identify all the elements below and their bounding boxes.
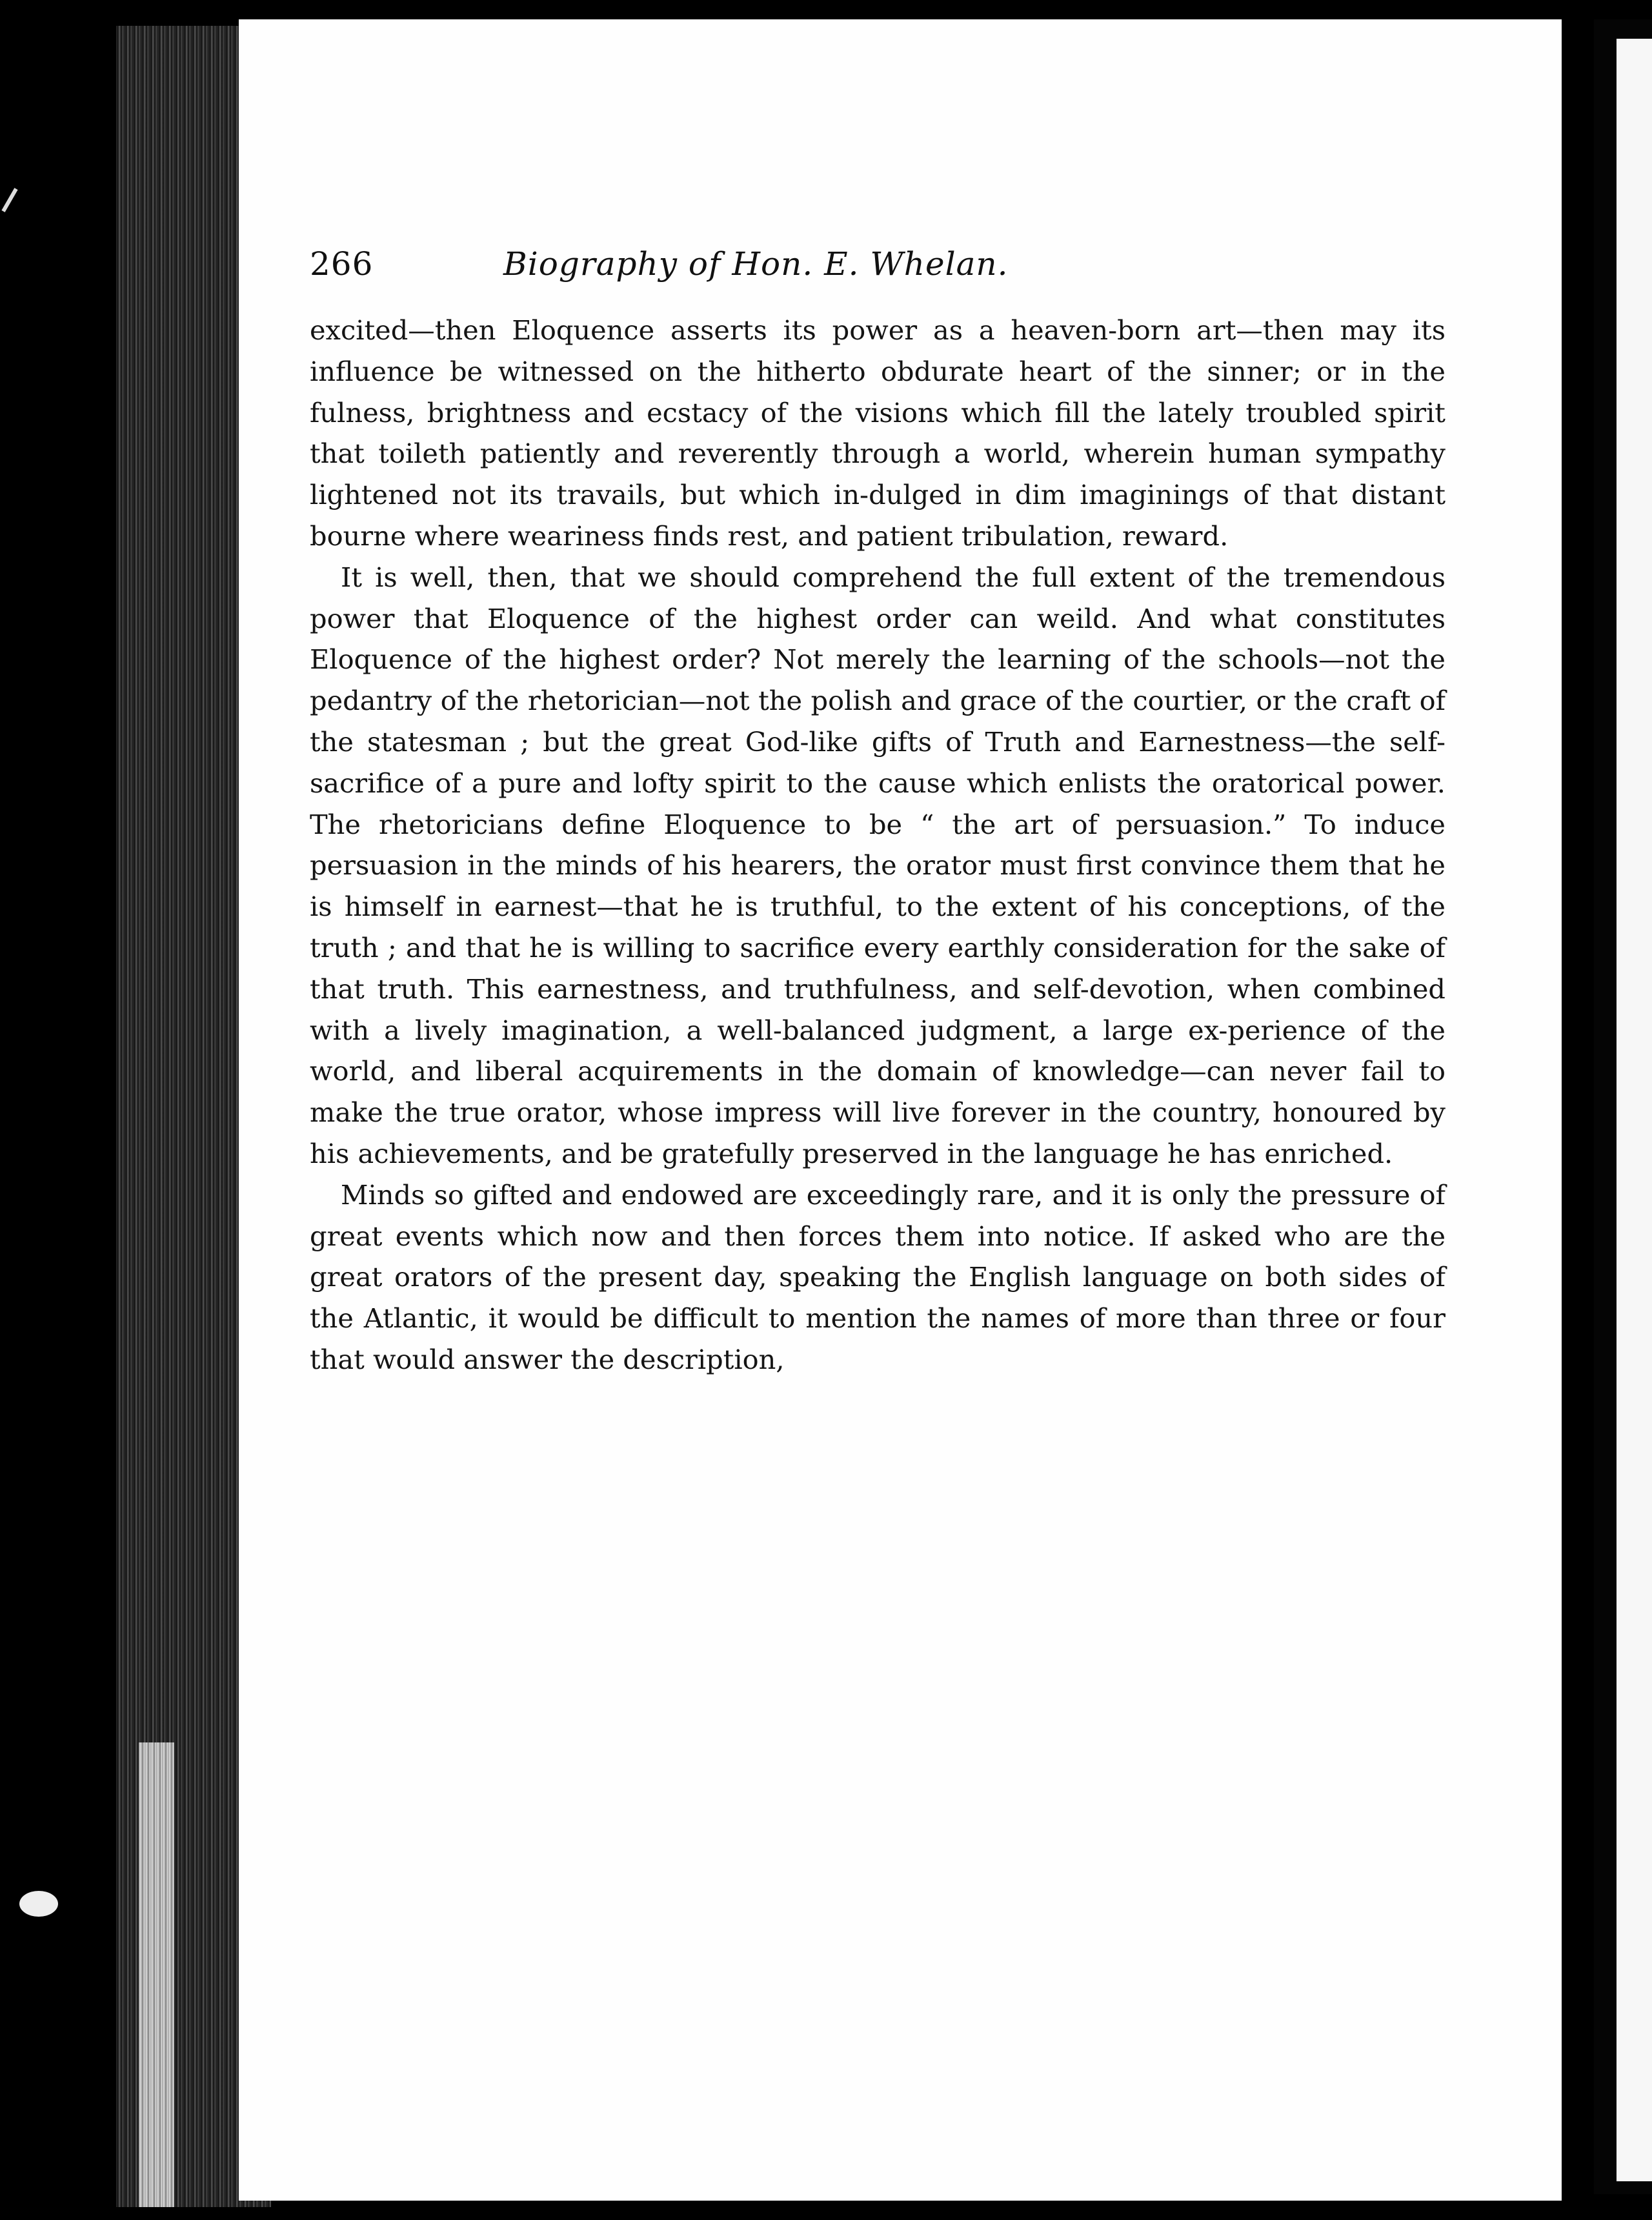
paragraph-eloquence-power: It is well, then, that we should comprehend the full extent of the tremendous power that Eloquence of the highest order can weild. And what constitutes Eloquence of the highest order? Not merely the learning of the schools—not the pedantry of the rhetorician—not the polish and grace of the courtier, or the craft of the statesman ; but the great God-like gifts of Truth and Earnestness—the self-sacrifice of a pure and lofty spirit to the cause which enlists the oratorical power. The rhetoricians define Eloquence to be “ the art of persuasion.” To induce persuasion in the minds of his hearers, the orator must first convince them that he is himself in earnest—that he is truthful, to the extent of his conceptions, of the truth ; and that he is willing to sacrifice every earthly consideration for the sake of that truth. This earnestness, and truthfulness, and self-devotion, when combined with a lively imagination, a well-balanced judgment, a large ex-perience of the world, and liberal acquirements in the domain of knowledge—can never fail to make the true orator, whose impress will live forever in the country, honoured by his achievements, and be gratefully preserved in the language he has enriched.	[310, 561, 1446, 1169]
facing-page-strip	[1617, 39, 1652, 2181]
paragraph-rare-minds: Minds so gifted and endowed are exceedingly rare, and it is only the pressure of great events which now and then forces them into notice. If asked who are the great orators of the present day, speaking the English language on both sides of the Atlantic, it would be difficult to mention the names of more than three or four that would answer the description,	[310, 1178, 1446, 1375]
page-number: 266	[310, 245, 374, 283]
scan-artifact-mark	[19, 1891, 58, 1917]
book-page-edges-light	[139, 1742, 174, 2207]
running-title: Biography of Hon. E. Whelan.	[503, 245, 1009, 283]
running-head	[310, 239, 1446, 310]
paragraph-continuation: excited—then Eloquence asserts its power as a heaven-born art—then may its influence be witnessed on the hitherto obdurate heart of the sinner; or in the fulness, brightness and ecstacy of the visions which fill the lately troubled spirit that toileth patiently and reverently through a world, wherein human sympathy lightened not its travails, but which in-dulged in dim imaginings of that distant bourne where weariness finds rest, and patient tribulation, reward.	[310, 314, 1446, 552]
scan-artifact-speck	[1, 188, 17, 212]
page-text-block	[310, 239, 1446, 1380]
